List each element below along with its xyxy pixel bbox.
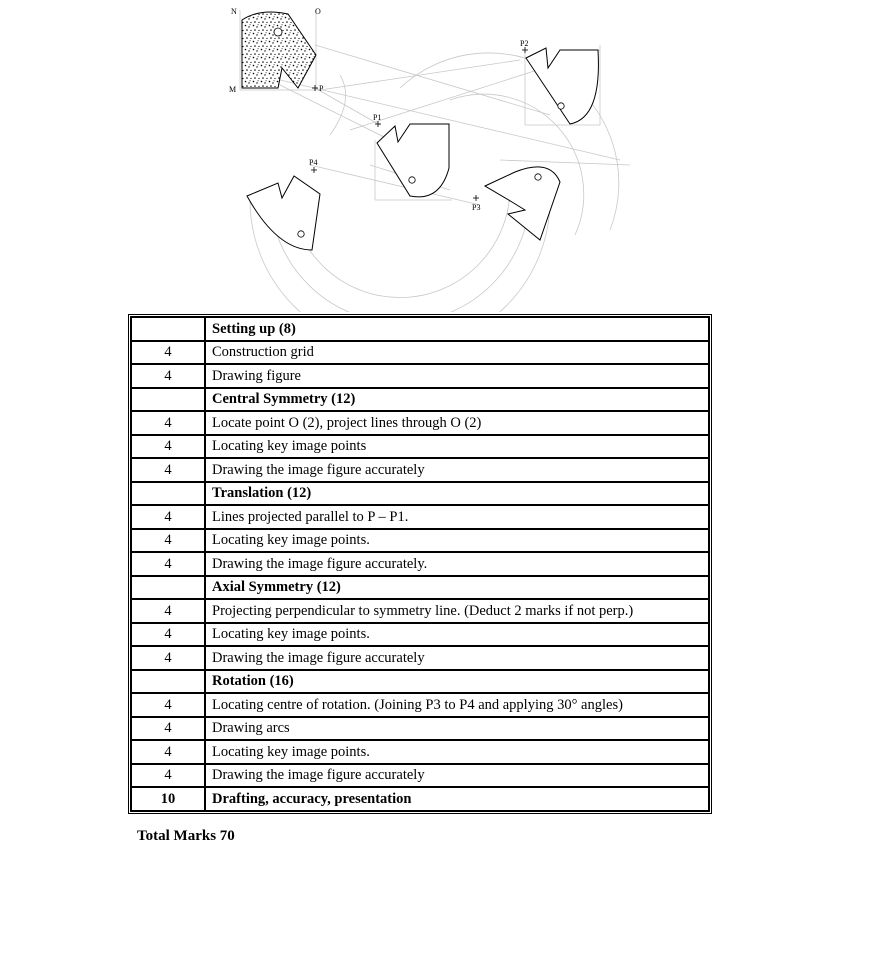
criterion-cell: Projecting perpendicular to symmetry line. (Deduct 2 marks if not perp.)	[205, 599, 709, 623]
translation-image	[377, 124, 449, 197]
marks-cell	[131, 670, 205, 694]
table-row	[131, 411, 709, 435]
original-figure	[242, 12, 316, 88]
marks-cell: 4	[131, 740, 205, 764]
marks-cell: 4	[131, 458, 205, 482]
marks-cell: 4	[131, 505, 205, 529]
marks-cell: 10	[131, 787, 205, 811]
table-row	[131, 576, 709, 600]
label-o: O	[315, 7, 321, 16]
criterion-cell: Drawing the image figure accurately.	[205, 552, 709, 576]
marks-cell: 4	[131, 717, 205, 741]
label-p1: P1	[373, 113, 382, 122]
translation-hole	[409, 177, 415, 183]
marks-table-body	[131, 317, 709, 811]
label-p2: P2	[520, 39, 529, 48]
marks-cell	[131, 388, 205, 412]
marks-cell: 4	[131, 693, 205, 717]
marks-cell: 4	[131, 623, 205, 647]
marks-cell	[131, 317, 205, 341]
criterion-cell: Locate point O (2), project lines through O (2)	[205, 411, 709, 435]
label-p3: P3	[472, 203, 481, 212]
criterion-cell: Locating centre of rotation. (Joining P3 to P4 and applying 30° angles)	[205, 693, 709, 717]
criterion-cell: Locating key image points.	[205, 740, 709, 764]
table-row	[131, 458, 709, 482]
criterion-cell: Locating key image points.	[205, 529, 709, 553]
criterion-cell: Drawing the image figure accurately	[205, 646, 709, 670]
table-row	[131, 623, 709, 647]
criterion-cell: Drawing figure	[205, 364, 709, 388]
criterion-cell: Locating key image points.	[205, 623, 709, 647]
table-row	[131, 670, 709, 694]
table-row	[131, 317, 709, 341]
table-row	[131, 388, 709, 412]
marks-cell: 4	[131, 552, 205, 576]
table-row	[131, 364, 709, 388]
section-heading: Rotation (16)	[205, 670, 709, 694]
section-heading: Setting up (8)	[205, 317, 709, 341]
table-row	[131, 599, 709, 623]
section-heading: Axial Symmetry (12)	[205, 576, 709, 600]
central-symmetry-hole	[558, 103, 564, 109]
marks-cell: 4	[131, 364, 205, 388]
label-n: N	[231, 7, 237, 16]
label-p4: P4	[309, 158, 318, 167]
table-row	[131, 552, 709, 576]
criterion-cell: Drawing the image figure accurately	[205, 764, 709, 788]
criterion-cell: Construction grid	[205, 341, 709, 365]
central-symmetry-image	[526, 48, 598, 124]
section-heading: Translation (12)	[205, 482, 709, 506]
table-row	[131, 764, 709, 788]
table-row	[131, 529, 709, 553]
rotation-hole	[535, 174, 541, 180]
original-hole	[274, 28, 282, 36]
marks-cell: 4	[131, 411, 205, 435]
marks-table	[128, 314, 712, 814]
criterion-cell: Drawing the image figure accurately	[205, 458, 709, 482]
label-m: M	[229, 85, 237, 94]
label-p: P	[319, 84, 324, 93]
criterion-cell: Lines projected parallel to P – P1.	[205, 505, 709, 529]
section-heading: Central Symmetry (12)	[205, 388, 709, 412]
table-row	[131, 646, 709, 670]
axial-symmetry-hole	[298, 231, 304, 237]
criterion-cell: Drafting, accuracy, presentation	[205, 787, 709, 811]
criterion-cell: Drawing arcs	[205, 717, 709, 741]
axial-symmetry-image	[247, 176, 320, 250]
marks-cell	[131, 482, 205, 506]
table-row	[131, 341, 709, 365]
marks-cell: 4	[131, 341, 205, 365]
marks-cell: 4	[131, 435, 205, 459]
rotation-image	[485, 167, 560, 240]
table-row	[131, 787, 709, 811]
table-row	[131, 435, 709, 459]
table-row	[131, 505, 709, 529]
table-row	[131, 717, 709, 741]
criterion-cell: Locating key image points	[205, 435, 709, 459]
table-row	[131, 740, 709, 764]
total-marks: Total Marks 70	[137, 828, 235, 844]
marks-cell	[131, 576, 205, 600]
geometry-figure	[220, 0, 640, 312]
table-row	[131, 693, 709, 717]
table-row	[131, 482, 709, 506]
marks-cell: 4	[131, 764, 205, 788]
marks-cell: 4	[131, 599, 205, 623]
marks-cell: 4	[131, 529, 205, 553]
marks-cell: 4	[131, 646, 205, 670]
